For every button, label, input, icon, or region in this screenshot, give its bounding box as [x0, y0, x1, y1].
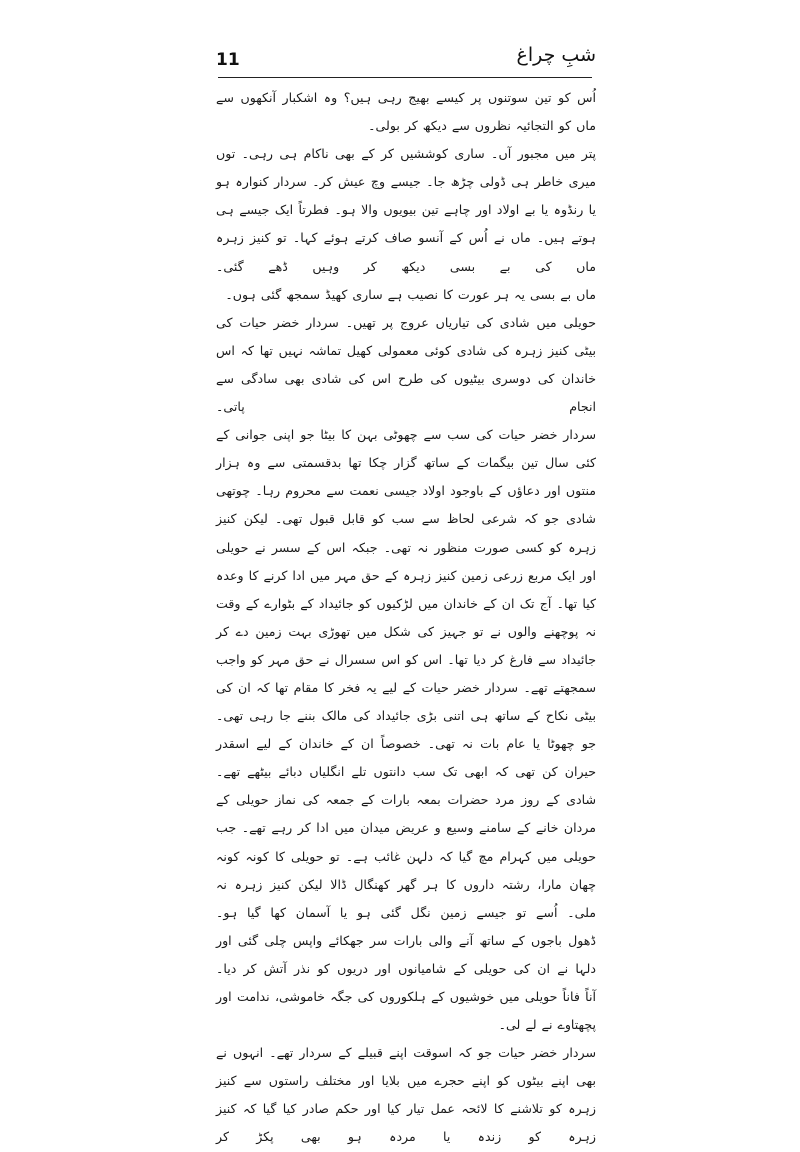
paragraph: اُس کو تین سوتنوں پر کیسے بھیج رہی ہیں؟ وہ اشکبار آنکھوں سے ماں کو التجائیہ نظروں سے دیکھ کر بولی۔	[216, 90, 596, 134]
paragraph: حویلی میں شادی کی تیاریاں عروج پر تھیں۔ سردار خضر حیات کی بیٹی کنیز زہرہ کی شادی کوئی معمولی کھیل تماشہ نہیں تھا کہ اس خاندان کی دوسری بیٹیوں کی طرح اس کی شادی بھی سادگی سے انجام پاتی۔	[216, 314, 596, 415]
paragraph: ڈھول باجوں کے ساتھ آنے والی بارات سر جھکائے واپس چلی گئی اور دلہا نے ان کی حویلی کے شامیانوں اور دریوں کو نذر آتش کر دیا۔	[216, 932, 596, 976]
paragraph: سردار خضر حیات جو کہ اسوقت اپنے قبیلے کے سردار تھے۔ انہوں نے بھی اپنے بیٹوں کو اپنے حجرے میں بلایا اور مختلف راستوں سے کنیز زہرہ کو تلاشنے کا لائحہ عمل تیار کیا اور حکم صادر کیا گیا کہ کنیز زہرہ کو زندہ یا مردہ ہو بھی پکڑ کر	[216, 1045, 596, 1145]
body-text	[216, 84, 596, 1152]
paragraph: سردار خضر حیات کی سب سے چھوٹی بہن کا بیٹا جو اپنی جوانی کے کئی سال تین بیگمات کے ساتھ گزار چکا تھا بدقسمتی سے وہ ہزار منتوں اور دعاؤں کے باوجود اولاد جیسی نعمت سے محروم رہا۔ چوتھی شادی جو کہ شرعی لحاظ سے سب کو قابل قبول تھی۔ لیکن کنیز زہرہ کو کسی صورت منظور نہ تھی۔ جبکہ اس کے سسر نے حویلی اور ایک مربع زرعی زمین کنیز زہرہ کے حق مہر میں ادا کرنے کا وعدہ کیا تھا۔ آج تک ان کے خاندان میں لڑکیوں کو جائیداد کے بٹوارے کے وقت نہ پوچھنے والوں نے تو جہیز کی شکل میں تھوڑی بہت زمین دے کر جائیداد سے فارغ کر دیا تھا۔ اس کو اس سسرال نے حق مہر کو واجب سمجھتے تھے۔ سردار خضر حیات کے لیے یہ فخر کا مقام تھا کہ ان کی بیٹی نکاح کے ساتھ ہی اتنی بڑی جائیداد کی مالک بننے جا رہی تھی۔ جو چھوٹا یا عام بات نہ تھی۔ خصوصاً ان کے خاندان کے لیے اسقدر حیران کن تھی کہ ابھی تک سب دانتوں تلے انگلیاں دبائے بیٹھے تھے۔	[216, 427, 596, 780]
page-header	[216, 44, 596, 80]
running-title: شبِ چراغ	[516, 44, 596, 66]
paragraph: آناً فاناً حویلی میں خوشیوں کے ہلکوروں کی جگہ خاموشی، ندامت اور پچھتاوے نے لے لی۔	[216, 989, 596, 1033]
page-number: 11	[216, 50, 240, 70]
header-divider	[218, 77, 592, 78]
paragraph: ماں بے بسی یہ ہر عورت کا نصیب ہے ساری کھیڈ سمجھ گئی ہوں۔	[225, 286, 596, 302]
paragraph: شادی کے روز مرد حضرات بمعہ بارات کے جمعہ کی نماز حویلی کے مردان خانے کے سامنے وسیع و عریض میدان میں ادا کر رہے تھے۔ جب حویلی میں کہرام مچ گیا کہ دلہن غائب ہے۔ تو حویلی کا کونہ کونہ چھان مارا، رشتہ داروں کا ہر گھر کھنگال ڈالا لیکن کنیز زہرہ نہ ملی۔ اُسے تو جیسے زمین نگل گئی ہو یا آسمان کھا گیا ہو۔	[216, 792, 596, 920]
paragraph: پتر میں مجبور آں۔ ساری کوششیں کر کے بھی ناکام ہی رہی۔ توں میری خاطر ہی ڈولی چڑھ جا۔ جیسے وچ عیش کر۔ سردار کنوارہ ہو یا رنڈوہ یا بے اولاد اور چاہے تین بیویوں والا ہو۔ فطرتاً ایک جیسے ہی ہوتے ہیں۔ ماں نے اُس کے آنسو صاف کرتے ہوئے کہا۔ تو کنیز زہرہ ماں کی بے بسی دیکھ کر وہیں ڈھے گئی۔	[216, 146, 596, 274]
